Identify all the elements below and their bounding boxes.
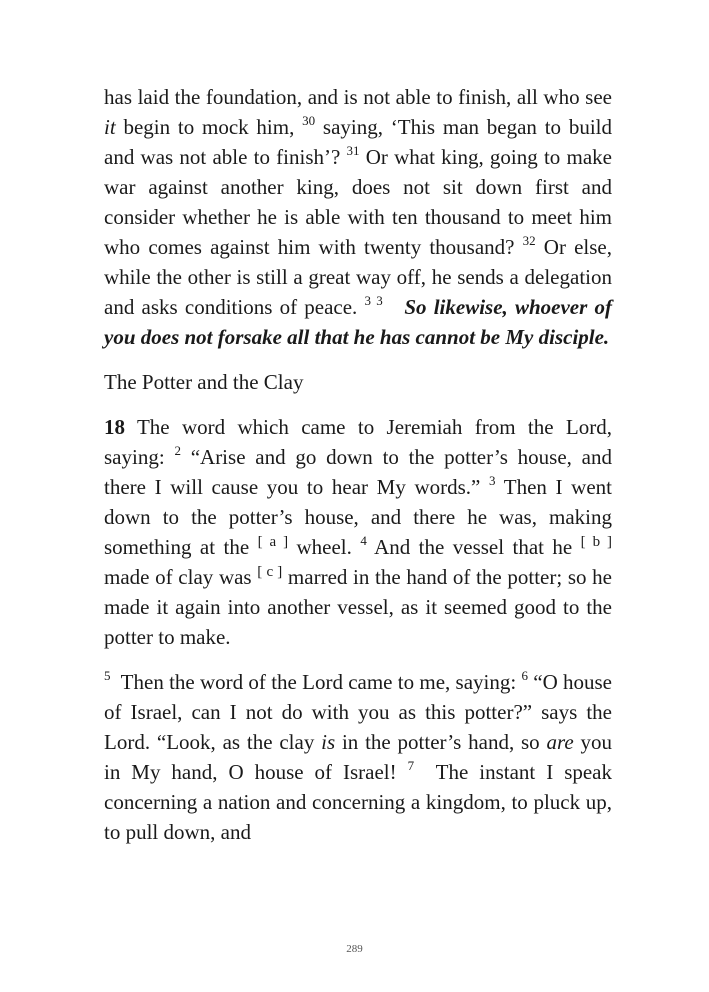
italic-word: are xyxy=(546,730,574,754)
text-run: The instant I speak concerning a nation and concerning a kingdom, to pluck up, to pull down, and xyxy=(104,760,613,844)
verse-number: 6 xyxy=(521,668,528,683)
page-body xyxy=(104,82,612,847)
text-run: Or what king, going to make war against another king, does not sit down first and consider whether he is able with ten thousand to meet him who comes against him with twenty thousand? xyxy=(104,145,612,259)
footnote-marker[interactable]: [ a ] xyxy=(257,534,289,550)
text-run: saying, ‘This man began to build and was not able to finish’? xyxy=(104,115,612,169)
verse-number: 7 xyxy=(407,758,415,773)
verse-number: 3 xyxy=(489,473,496,488)
paragraph-luke-14 xyxy=(104,82,612,352)
text-run: made of clay was xyxy=(104,565,258,589)
text-run: The word which came to Jeremiah from the Lord, saying: xyxy=(104,415,612,469)
text-run: Then I went down to the potter’s house, and there he was, making something at the xyxy=(104,475,612,559)
text-run: “O house of Israel, can I not do with you as this potter?” says the Lord. “Look, as the clay xyxy=(104,670,612,754)
paragraph-jeremiah-18 xyxy=(104,412,612,652)
text-run: marred in the hand of the potter; so he made it again into another vessel, as it seemed good to the potter to make. xyxy=(104,565,612,649)
emphasized-verse: So likewise, whoever of you does not forsake all that he has cannot be My disciple. xyxy=(104,295,612,349)
text-run: you in My hand, O house of Israel! xyxy=(104,730,613,784)
verse-number: 4 xyxy=(360,533,367,548)
page-number: 289 xyxy=(346,943,363,955)
text-run: And the vessel that he xyxy=(366,535,581,559)
paragraph-jeremiah-18-5 xyxy=(104,667,612,847)
text-run: Then the word of the Lord came to me, saying: xyxy=(115,670,522,694)
italic-word: it xyxy=(104,115,116,139)
section-heading: The Potter and the Clay xyxy=(104,370,304,394)
verse-number: 3 3 xyxy=(364,293,383,308)
verse-number: 30 xyxy=(302,113,316,128)
text-run: in the potter’s hand, so xyxy=(335,730,547,754)
verse-number: 5 xyxy=(104,668,111,683)
text-run: “Arise and go down to the potter’s house, and there I will cause you to hear My words.” xyxy=(104,445,612,499)
chapter-number: 18 xyxy=(104,415,125,439)
italic-word: is xyxy=(321,730,336,754)
verse-number: 2 xyxy=(174,443,181,458)
verse-number: 31 xyxy=(346,143,360,158)
text-run: wheel. xyxy=(288,535,361,559)
text-run: begin to mock him, xyxy=(115,115,303,139)
verse-number: 32 xyxy=(522,233,536,248)
text-run: Or else, while the other is still a great way off, he sends a delegation and asks conditions of peace. xyxy=(104,235,612,319)
footnote-marker[interactable]: [ b ] xyxy=(580,534,612,550)
text-run: has laid the foundation, and is not able to finish, all who see xyxy=(104,85,612,109)
footnote-marker[interactable]: [ c ] xyxy=(257,564,283,580)
